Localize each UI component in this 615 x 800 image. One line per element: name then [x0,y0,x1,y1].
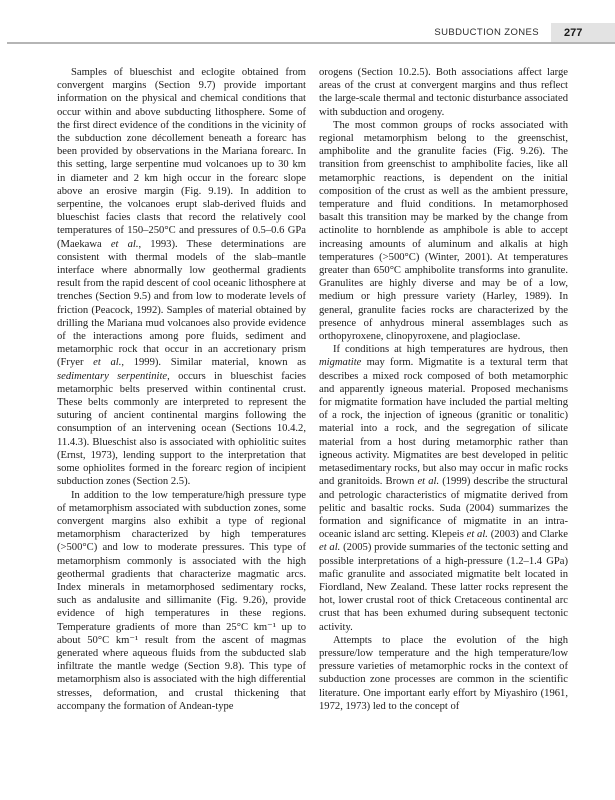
paragraph-high-temperature-metamorphism: In addition to the low temperature/high pressure type of metamorphism associated with subduction zones, some convergent margins also exhibit a type of regional metamorphism characterized by high temperatures (>500°C) and low to moderate pressures. This type of metamorphism commonly is associated with the high geothermal gradients that characterize magmatic arcs. Index minerals in metamorphosed sedimentary rocks, such as andalusite and sillimanite (Fig. 9.26), provide evidence of high temperatures in these regions. Temperature gradients of more than 25°C km⁻¹ up to about 50°C km⁻¹ result from the ascent of magmas generated where aqueous fluids from the subducted slab infiltrate the mantle wedge (Section 9.8). This type of metamorphism also is associated with the high differential stresses, deformation, and crustal thickening that accompany the formation of Andean-type [57,489,306,712]
left-column [57,66,306,713]
page-header [7,23,615,44]
paragraph-blueschist-eclogite: Samples of blueschist and eclogite obtained from convergent margins (Section 9.7) provide important information on the physical and chemical conditions that occur within and above subducting lithosphere. Some of the first direct evidence of the conditions in the vicinity of the subduction zone décollement beneath a forearc has been provided by observations in the Mariana forearc. In this setting, large serpentine mud volcanoes up to 30 km in diameter and 2 km high occur in the forearc slope above an erosive margin (Fig. 9.19). In addition to serpentine, the volcanoes erupt slab-derived fluids and blueschist facies clasts that record the relatively cool temperatures of 150–250°C and pressures of 0.5–0.6 GPa (Maekawa et al., 1993). These determinations are consistent with thermal models of the slab–mantle interface where abnormally low geothermal gradients result from the rapid descent of cool oceanic lithosphere at trenches (Section 9.5) and from low to moderate levels of friction (Peacock, 1992). Samples of material obtained by drilling the Mariana mud volcanoes also provide evidence of the interactions among pore fluids, sediment and metamorphic rock that occur in an accretionary prism (Fryer et al., 1999). Similar material, known as sedimentary serpentinite, occurs in blueschist facies metamorphic belts preserved within continental crust. These belts commonly are interpreted to represent the suturing of ancient continental margins following the consumption of an intervening ocean (Sections 10.4.2, 11.4.3). Blueschist also is associated with ophiolitic suites (Ernst, 1973), lending support to the interpretation that some ophiolites formed in the forearc region of incipient subduction zones (Section 2.5). [57,67,307,488]
paragraph-evolution-attempts: Attempts to place the evolution of the high pressure/low temperature and the high temperature/low pressure varieties of metamorphic rocks in the context of subduction zone processes are common in the scientific literature. One important early effort by Miyashiro (1961, 1972, 1973) led to the concept of [319,634,568,712]
page-number: 277 [564,26,583,39]
text-body [57,66,568,713]
paragraph-rock-groups-facies: The most common groups of rocks associated with regional metamorphism belong to the greenschist, amphibolite and the granulite facies (Fig. 9.26). The transition from greenschist to amphibolite facies, like all metamorphic reactions, is dependent on the initial composition of the crust as well as the ambient pressure, temperature and fluid conditions. In metamorphosed basalt this transition may be marked by the change from actinolite to hornblende as amphibole is able to accept increasing amounts of aluminum and alkalis at high temperatures (>500°C) (Winter, 2001). At temperatures greater than 650°C amphibolite transforms into granulite. Granulites are highly diverse and may be of a low, medium or high pressure variety (Harley, 1989). In general, granulite facies rocks are characterized by the presence of anhydrous mineral assemblages such as orthopyroxene, clinopyroxene, and plagioclase. [319,119,568,343]
page-number-box [551,23,615,42]
paragraph-migmatite: If conditions at high temperatures are hydrous, then migmatite may form. Migmatite is a textural term that describes a mixed rock composed of both metamorphic and apparently igneous material. Proposed mechanisms for migmatite formation have included the partial melting of a rock, the injection of igneous (granitic or tonalitic) material into a rock, and the segregation of silicate material from a host during metamorphic rather than igneous activity. Migmatites are best developed in pelitic metasedimentary rocks, but also may occur in mafic rocks and granitoids. Brown et al. (1999) describe the structural and petrologic characteristics of migmatite derived from pelitic and basaltic rocks. Suda (2004) summarizes the formation and significance of migmatite in an intra-oceanic island arc setting. Klepeis et al. (2003) and Clarke et al. (2005) provide summaries of the tectonic setting and possible interpretations of a high-pressure (1.2–1.4 GPa) mafic granulite and associated migmatite belt located in Fiordland, New Zealand. These latter rocks represent the hot, lower crustal root of thick Cretaceous continental arc crust that has been exhumed during subsequent tectonic activity. [319,344,568,633]
right-column [319,66,568,713]
running-head-title: SUBDUCTION ZONES [434,27,539,38]
paragraph-orogens-continuation: orogens (Section 10.2.5). Both associations affect large areas of the crust at convergent margins and thus reflect the large-scale thermal and tectonic disturbance associated with subduction and orogeny. [319,67,568,118]
